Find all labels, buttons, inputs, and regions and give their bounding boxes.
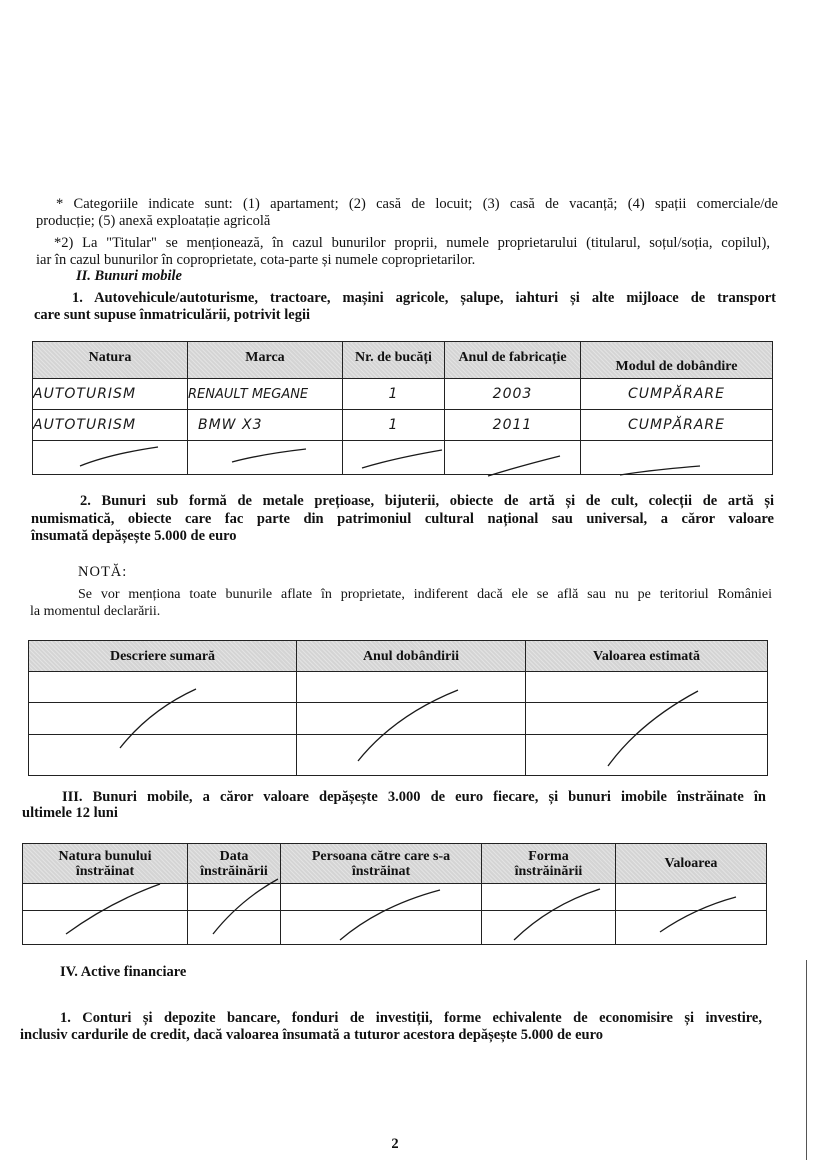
section-3-heading-line-1: III. Bunuri mobile, a căror valoare depășește 3.000 de euro fiecare, și bunuri imobile înstrăinate în — [62, 789, 766, 805]
alienated-header-nature: Natura bunului înstrăinat — [23, 844, 188, 884]
vehicles-header-year: Anul de fabricație — [445, 342, 581, 379]
table-row — [33, 410, 773, 441]
valuables-header-year: Anul dobândirii — [297, 641, 526, 672]
vehicles-header-acquisition: Modul de dobândire — [581, 342, 773, 379]
vehicle-1-count: 1 — [343, 379, 445, 410]
note-1-line-1: * Categoriile indicate sunt: (1) apartament; (2) casă de locuit; (3) casă de vacanță; (4) spații comerciale/de — [56, 196, 778, 212]
scan-edge-line — [806, 960, 807, 1160]
vehicle-empty-cell — [343, 441, 445, 475]
vehicle-2-type: AUTOTURISM — [33, 410, 188, 441]
section-2-item-2-line-2: numismatică, obiecte care fac parte din patrimoniul cultural național sau universal, a căror valoare — [31, 511, 774, 527]
vehicle-empty-cell — [33, 441, 188, 475]
vehicle-2-brand: BMW X3 — [188, 410, 343, 441]
section-2-item-1-line-2: care sunt supuse înmatriculării, potrivit legii — [34, 307, 311, 323]
note-2-line-1: *2) La "Titular" se menționează, în cazul bunurilor proprii, numele proprietarului (titularul, soțul/soția, copilul), — [54, 235, 770, 251]
section-2-item-2-line-1: 2. Bunuri sub formă de metale prețioase, bijuterii, obiecte de artă și de cult, colecții de artă și — [80, 493, 774, 509]
section-3-heading-line-2: ultimele 12 luni — [22, 805, 118, 821]
nota-label: NOTĂ: — [78, 564, 128, 580]
table-row — [23, 884, 767, 911]
alienated-header-person: Persoana către care s-a înstrăinat — [281, 844, 482, 884]
table-row — [29, 672, 768, 703]
valuables-table-header-row — [29, 641, 768, 672]
valuables-table — [28, 640, 768, 776]
vehicles-header-natura: Natura — [33, 342, 188, 379]
section-2-item-1-line-1: 1. Autovehicule/autoturisme, tractoare, mașini agricole, șalupe, iahturi și alte mijloace de transport — [72, 290, 776, 306]
vehicle-empty-cell — [581, 441, 773, 475]
section-2-item-2-line-3: însumată depășește 5.000 de euro — [31, 528, 237, 544]
note-1-line-2: producție; (5) anexă exploatație agricolă — [36, 213, 271, 229]
vehicle-2-acquisition: CUMPĂRARE — [581, 410, 773, 441]
vehicles-table-header-row — [33, 342, 773, 379]
vehicle-empty-cell — [188, 441, 343, 475]
vehicles-header-count: Nr. de bucăți — [343, 342, 445, 379]
vehicles-table — [32, 341, 773, 475]
vehicle-1-acquisition: CUMPĂRARE — [581, 379, 773, 410]
vehicles-header-marca: Marca — [188, 342, 343, 379]
valuables-header-value: Valoarea estimată — [526, 641, 768, 672]
nota-line-1: Se vor menționa toate bunurile aflate în proprietate, indiferent dacă ele se află sau nu pe teritoriul României — [78, 587, 772, 602]
section-4-item-1-line-2: inclusiv cardurile de credit, dacă valoarea însumată a tuturor acestora depășește 5.000 de euro — [20, 1027, 604, 1043]
note-2-line-2: iar în cazul bunurilor în coproprietate, cota-parte și numele coproprietarilor. — [36, 252, 476, 268]
vehicle-2-year: 2011 — [445, 410, 581, 441]
page-number: 2 — [391, 1136, 399, 1152]
vehicle-1-brand: RENAULT MEGANE — [188, 379, 343, 410]
table-row — [29, 735, 768, 776]
table-row — [33, 379, 773, 410]
vehicle-1-year: 2003 — [445, 379, 581, 410]
section-4-item-1-line-1: 1. Conturi și depozite bancare, fonduri de investiții, forme echivalente de economisire și investire, — [60, 1010, 762, 1026]
nota-line-2: la momentul declarării. — [30, 604, 161, 619]
vehicle-2-count: 1 — [343, 410, 445, 441]
vehicle-empty-cell — [445, 441, 581, 475]
table-row — [23, 911, 767, 945]
vehicle-1-type: AUTOTURISM — [33, 379, 188, 410]
alienated-table-header-row — [23, 844, 767, 884]
alienated-header-value: Valoarea — [616, 844, 767, 884]
valuables-header-description: Descriere sumară — [29, 641, 297, 672]
alienated-header-form: Forma înstrăinării — [482, 844, 616, 884]
table-row — [33, 441, 773, 475]
section-4-heading: IV. Active financiare — [60, 964, 187, 980]
alienated-header-date: Data înstrăinării — [188, 844, 281, 884]
section-2-heading: II. Bunuri mobile — [76, 268, 182, 284]
alienated-goods-table — [22, 843, 767, 945]
table-row — [29, 703, 768, 735]
